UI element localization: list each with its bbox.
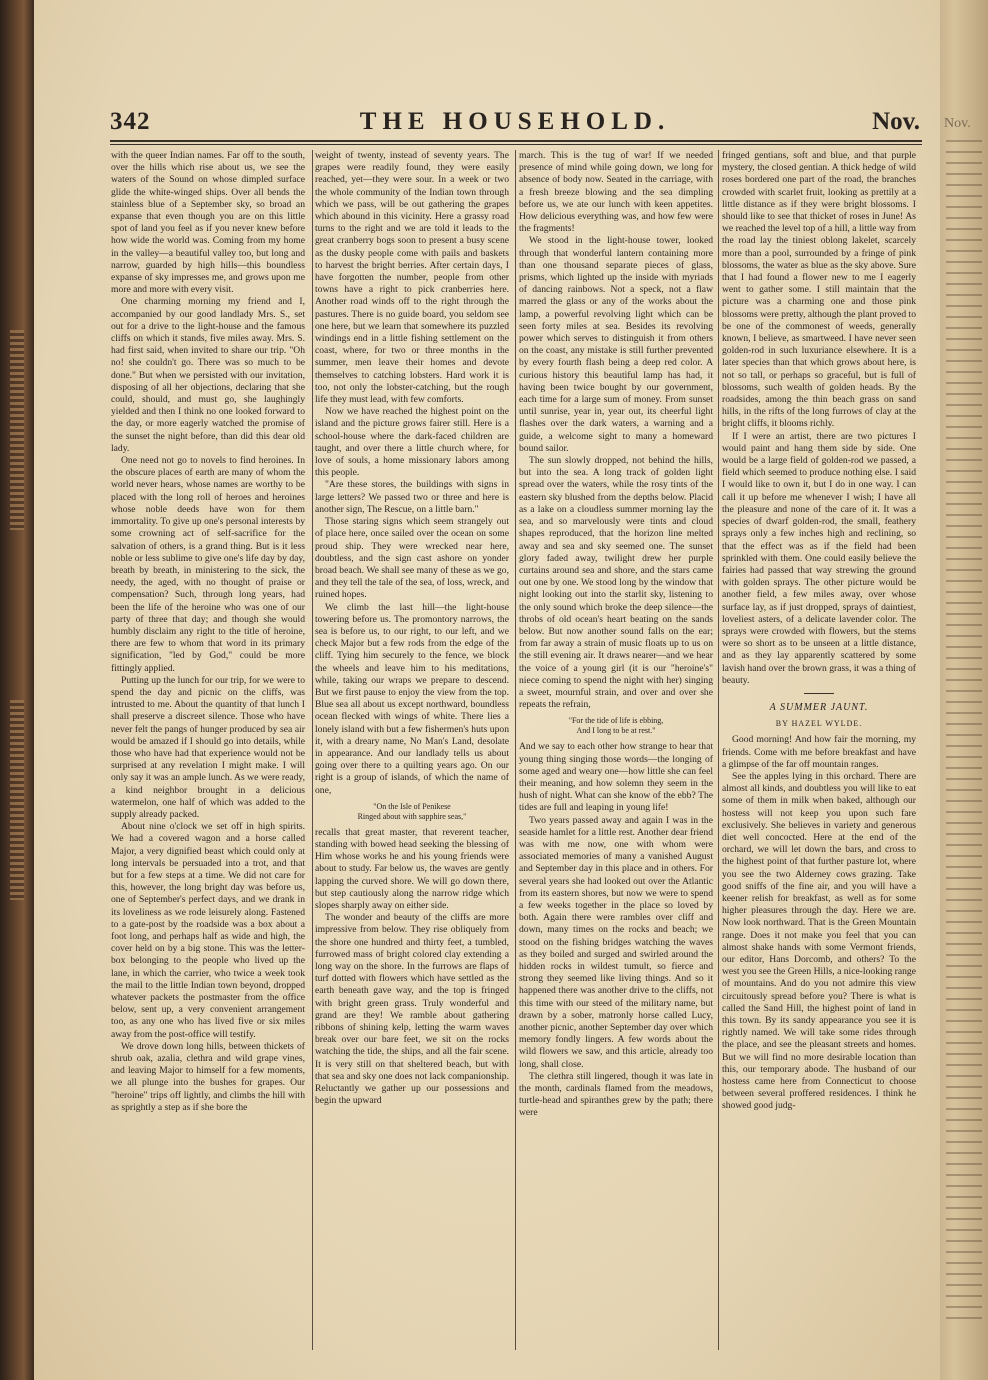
poem-quote: [315, 802, 509, 822]
poem-line: "For the tide of life is ebbing,: [568, 716, 664, 726]
paragraph: We climb the last hill—the light-house towering before us. The promontory narrows, the sea is before us, to our right, to our left, and we check Major but a few rods from the edge of the cliff. Tying him securely to the fence, we block the wheels and leave him to his meditations, while, taking our wraps we prepare to descend. But we first pause to enjoy the view from the top. Blue sea all about us except northward, boundless ocean flecked with wings of white. There lies a lonely island with but a few fishermen's huts upon it, with a dreary name, No Man's Land, desolate in appearance. And our landlady tells us about going over there to a quilting years ago. On our right is a group of islands, of which the name of one,: [315, 601, 509, 796]
poem-line: Ringed about with sapphire seas,": [357, 811, 467, 821]
column-divider: [312, 150, 313, 1350]
book-binding: [0, 0, 34, 1380]
header-rule: [110, 140, 922, 142]
paragraph: "Are these stores, the buildings with signs in large letters? We passed two or three and here is another sign, The Rescue, on a little barn.": [315, 479, 509, 515]
paragraph: Good morning! And how fair the morning, my friends. Come with me before breakfast and have a glimpse of the far off mountain ranges.: [722, 734, 916, 770]
paragraph: The clethra still lingered, though it was late in the month, cardinals flamed from the meadows, turtle-head and spiranthes grew by the path; there were: [519, 1070, 713, 1119]
paragraph: with the queer Indian names. Far off to the south, over the hills which rise about us, we see the waters of the Sound on whose dimpled surface glide the white-winged ships. Over all bends the stainless blue of a September sky, so broad an expanse that even though you are on this little spot of land you feel as if you never knew before how wide the world was. Coming from my home in the valley—a beautiful valley too, but long and narrow, guarded by high hills—this boundless expanse of sky impresses me, and grows upon me more and more with every visit.: [111, 150, 305, 296]
paragraph: The sun slowly dropped, not behind the hills, but into the sea. A long track of golden light spread over the waters, while the rosy tints of the eastern sky blushed from the depths below. Placid as a lake on a cloudless summer morning lay the sea, and so marvelously were tints and cloud shapes reproduced, that the horizon line melted away and sea and sky seemed one. The sunset glory faded away, twilight drew her purple curtains around sea and shore, and the stars came out one by one. We stood long by the window that night looking out into the starlit sky, listening to the only sound which broke the deep silence—the throbs of old ocean's heart beating on the sands below. But now another sound falls on the ear; from far away a strain of music floats up to us on the still evening air. It draws nearer—and we hear the voice of a young girl (it is our "heroine's" niece coming to spend the night with her) singing a sweet, mournful strain, and over and over she repeats the refrain,: [519, 455, 713, 711]
text-column-2: [315, 150, 509, 1350]
column-divider: [718, 150, 719, 1350]
article-title: A SUMMER JAUNT.: [769, 701, 869, 713]
text-column-4: [722, 150, 916, 1350]
paragraph: weight of twenty, instead of seventy years. The grapes were readily found, they were easily reached, yet—they were sour. In a week or two the whole community of the Indian town through which we pass, will be out gathering the grapes which abound in this vicinity. Here a grassy road turns to the right and we are told it leads to the great cranberry bogs soon to present a busy scene as the dusky people come with pails and baskets to harvest the bright berries. After certain days, I have forgotten the number, people from other towns have a right to pick cranberries here. Another road winds off to the right through the pastures. There is no guide board, you seldom see one here, but we learn that somewhere its puzzled windings end in a little fishing settlement on the coast, where, for two or three months in the summer, men leave their homes and devote themselves to catching lobsters. Hard work it is too, not only the lobster-catching, but the rough life they must lead, with few comforts.: [315, 150, 509, 406]
article-byline: BY HAZEL WYLDE.: [775, 719, 863, 729]
poem-line: "On the Isle of Penikese: [373, 801, 451, 811]
paragraph: fringed gentians, soft and blue, and that purple mystery, the closed gentian. A thick hedge of wild roses bordered one part of the road, the branches crowded with scarlet fruit, looking as prettily at a little distance as if they were bright blossoms. I should like to see that thicket of roses in June! As we reached the level top of a hill, a little way from the road lay the tiniest oblong lakelet, scarcely more than a pool, surrounded by a fringe of pink blossoms, the water as blue as the sky above. Sure that I had found a flower new to me I eagerly went to gather some. I still maintain that the picture was a charming one and those pink blossoms were pretty, although the plant proved to be one of the commonest of weeds, generally known, I believe, as smartweed. I have never seen golden-rod in such luxuriance elsewhere. It is a later species than that which grows about here, is not so tall, or perhaps so graceful, but is full of blossoms, such wealth of golden heads. By the roadsides, among the thin beach grass on sand hills, in the rifts of the long furrows of clay at the bright cliffs, it blooms richly.: [722, 150, 916, 430]
text-column-1: [111, 150, 305, 1350]
paragraph: If I were an artist, there are two pictures I would paint and hang them side by side. One would be a large field of golden-rod we passed, a field which seemed to produce nothing else. I said I would like to own it, but I do in one way. I can call it up before me whenever I wish; I have all the pleasure and none of the care of it. It was a species of dwarf golden-rod, the small, feathery sprays only a few inches high and reclining, so that the effect was as if the field had been sprinkled with them. One could easily believe the fairies had passed that way strewing the ground with golden sprays. The other picture would be another field, a few miles away, over whose surface lay, as if just dropped, sprays of daintiest, loveliest asters, of a delicate lavender color. The sprays were crowded with flowers, but the stems were so short as to be unseen at a little distance, and as they lay apparently scattered by some lavish hand over the brown grass, it was a thing of beauty.: [722, 430, 916, 686]
poem-quote: [519, 716, 713, 736]
section-divider: [804, 693, 834, 694]
next-page-edge: [940, 0, 988, 1380]
paragraph: We stood in the light-house tower, looked through that wonderful lantern containing more than one thousand separate pieces of glass, prisms, which lighted up the inside with myriads of dancing rainbows. Not a speck, not a flaw marred the glass or any of the works about the lamp, a powerful revolving light which can be seen forty miles at sea. Besides its revolving power which serves to distinguish it from others on the coast, any mistake is still further prevented by every fourth flash being a deep red color. A curious history this beautiful lamp has had, it having been twice bought by our government, each time for a large sum of money. From sunset until sunrise, year in, year out, its cheerful light flashes over the dark waters, a warning and a guide, a welcome sight to many a homeward bound sailor.: [519, 235, 713, 454]
paragraph: One charming morning my friend and I, accompanied by our good landlady Mrs. S., set out for a drive to the light-house and the famous cliffs on which it stands, five miles away. Mrs. S. had first said, when invited to share our trip. "Oh no! she couldn't go. There was so much to be done." But when we persisted with our invitation, disposing of all her objections, declaring that she could, should, and must go, she laughingly yielded and then I think no one looked forward to the day, or more eagerly watched the promise of the sunset the night before, than did this dear old lady.: [111, 296, 305, 454]
masthead-title: THE HOUSEHOLD.: [359, 108, 671, 135]
paragraph: About nine o'clock we set off in high spirits. We had a covered wagon and a horse called Major, a very dignified beast which could only at long intervals be persuaded into a trot, and that but for a few steps at a time. We did not care for this, however, the long bright day was before us, one of September's perfect days, and we drank in its loveliness as we rode leisurely along. Fastened to a gate-post by the roadside was a box about a foot long, and perhaps half as wide and high, the cover held on by a big stone. This was the letter-box belonging to the people who lived up the lane, in which the carrier, who twice a week took the mail to the little Indian town beyond, dropped whatever packets the postmaster from the office below, sent up, a very convenient arrangement too, as any one who has lived five or six miles away from the post-office will testify.: [111, 821, 305, 1040]
paragraph: Those staring signs which seem strangely out of place here, once sailed over the ocean on some proud ship. They were wrecked near here, doubtless, and the sign cast ashore on yonder broad beach. We shall see many of these as we go, and they tell the tale of the sea, of loss, wreck, and ruined hopes.: [315, 516, 509, 601]
paragraph: march. This is the tug of war! If we needed presence of mind while going down, we long for absence of body now. Seated in the carriage, with a fresh breeze blowing and the sea dimpling before us, we ate our lunch with keen appetites. How delicious everything was, and how few were the fragments!: [519, 150, 713, 235]
paragraph: Two years passed away and again I was in the seaside hamlet for a little rest. Another dear friend was with me now, one with whom were associated memories of many a vanished August and September day in this place and in others. For several years she had looked out over the Atlantic from its eastern shores, but now we were to spend a few weeks together in the place so loved by both. Again there were rambles over cliff and down, many times on the rocks and beach; we stood on the fishing bridges watching the waves as they boiled and surged and swirled around the hidden rocks in wildest tumult, so fierce and strong they seemed like living things. And so it happened there was another drive to the cliffs, not this time with our steed of the military name, but drawn by a sober, matronly horse called Lucy, another picnic, another September day over which memory fondly lingers. A few words about the wild flowers we saw, and this article, already too long, shall close.: [519, 814, 713, 1070]
paragraph: We drove down long hills, between thickets of shrub oak, azalia, clethra and wild grape vines, and leaving Major to himself for a few moments, we all plunge into the bushes for grapes. Our "heroine" trips off lightly, and climbs the hill with as sprightly a step as if she bore the: [111, 1040, 305, 1113]
paragraph: One need not go to novels to find heroines. In the obscure places of earth are many of whom the world never hears, whose names are worthy to be placed with the long roll of heroes and heroines whose noble deeds have won for them immortality. To give up one's personal interests by some crowning act of self-sacrifice for the salvation of others, is a grand thing. But is it less noble or less sublime to give one's life day by day, breath by breath, in ministering to the sick, the needy, the aged, with no thought of praise or compensation? Such, through long years, had been the life of the heroine who was one of our party of three that day; and though she would humbly disclaim any right to the title of heroine, there are few to whom that word in its primary signification, "led by God," could be more fittingly applied.: [111, 455, 305, 674]
page-number: 342: [110, 108, 151, 135]
paragraph: The wonder and beauty of the cliffs are more impressive from below. They rise obliquely from the shore one hundred and thirty feet, a tumbled, furrowed mass of bright colored clay extending a long way on the shore. In the furrows are flaps of turf dotted with flowers which have settled as the earth beneath gave way, and the top is fringed with bright green grass. Truly wonderful and grand are they! We ramble about gathering ribbons of shining kelp, letting the warm waves break over our bare feet, we sit on the rocks watching the tide, the ships, and all the fair scene. It is very still on that sheltered beach, but with that sea and sky one does not lack companionship. Reluctantly we gather up our possessions and begin the upward: [315, 912, 509, 1107]
column-divider: [515, 150, 516, 1350]
paragraph: Now we have reached the highest point on the island and the picture grows fairer still. Here is a school-house where the dark-faced children are taught, and over there a little church where, for love of souls, a home missionary labors among this people.: [315, 406, 509, 479]
page-header: [110, 108, 920, 138]
text-column-3: [519, 150, 713, 1350]
paragraph: And we say to each other how strange to hear that young thing singing those words—the longing of some aged and weary one—how little she can feel their meaning, and how solemn they seem in the hush of night. What can she know of the ebb? The tides are full and leaping in young life!: [519, 741, 713, 814]
paragraph: Putting up the lunch for our trip, for we were to spend the day and picnic on the cliffs, was intrusted to me. About the quantity of that lunch I shall preserve a discreet silence. Those who have never felt the pangs of hunger produced by sea air would be amazed if I should go into details, while those who have had that experience would not be surprised at any revelation I might make. I will only say it was an ample lunch. As we were ready, a kind neighbor brought in a delicious watermelon, one half of which was added to the supply already packed.: [111, 674, 305, 820]
poem-line: And I long to be at rest.": [576, 726, 656, 736]
next-page-month: Nov.: [944, 116, 971, 131]
binding-stripe: [10, 330, 24, 530]
binding-stripe: [10, 700, 24, 900]
paragraph: See the apples lying in this orchard. There are almost all kinds, and doubtless you will like to eat some of them in milk when baked, although our hostess will not keep you upon such fare exclusively. She believes in variety and generous diet well concocted. Here at the end of the orchard, we will let down the bars, and cross to the highest point of that further pasture lot, where you see the two Alderney cows grazing. Take good sniffs of the fine air, and you will have a keener relish for breakfast, as well as for some higher pleasures through the day. Here we are. Now look northward. That is the Green Mountain range. Does it not make you feel that you can almost shake hands with some Vermont friends, our editor, Hans Dorcomb, and others? To the west you see the Green Hills, a nice-looking range of mountains. And do you not admire this view circuitously spread before you? There is what is called the Sand Hill, the highest point of land in this town. By its sandy appearance you see it is rightly named. We will take some rides through the place, and see the pleasant streets and homes. But we will find no more desirable location than this, our temporary abode. The husband of our hostess came here from Connecticut to choose between several proffered residences. I think he showed good judg-: [722, 770, 916, 1112]
paragraph: recalls that great master, that reverent teacher, standing with bowed head seeking the blessing of Him whose works he and his young friends were about to study. Far below us, the waves are gently lapping the curved shore. We will go down there, but step cautiously along the narrow ridge which slopes sharply away on either side.: [315, 826, 509, 911]
issue-month: Nov.: [872, 108, 920, 135]
header-rule-thin: [110, 144, 922, 145]
